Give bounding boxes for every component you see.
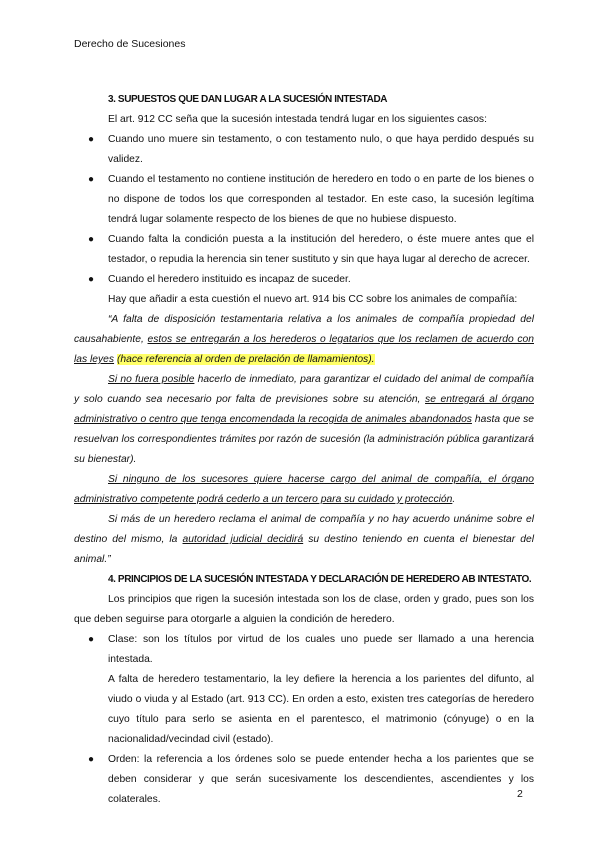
bullet-icon: ● [88, 174, 95, 185]
bullet-icon: ● [88, 634, 95, 645]
bullet-icon: ● [88, 134, 95, 145]
bullet-icon: ● [88, 234, 95, 245]
bullet-icon: ● [88, 274, 95, 285]
list-item: ● Cuando el heredero instituido es incapaz de suceder. [74, 270, 534, 290]
section-4-intro: Los principios que rigen la sucesión intestada son los de clase, orden y grado, pues son los que deben seguirse para otorgarle a alguien la condición de heredero. [74, 594, 534, 625]
bullet-icon: ● [88, 754, 95, 765]
quote-paragraph-4: Si más de un heredero reclama el animal de compañía y no hay acuerdo unánime sobre el destino del mismo, la autoridad judicial decidirá su destino teniendo en cuenta el bienestar del animal.” [74, 514, 534, 565]
list-item: ● Cuando falta la condición puesta a la institución del heredero, o éste muere antes que el testador, o repudia la herencia sin tener sustituto y sin que haya lugar al derecho de acrecer. [74, 230, 534, 270]
quote-paragraph-1: “A falta de disposición testamentaria relativa a los animales de compañía propiedad del causahabiente, estos se entregarán a los herederos o legatarios que los reclamen de acuerdo con las leyes (hace referencia al orden de prelación de llamamientos). [74, 314, 534, 365]
section-3-bullet-list [74, 130, 534, 290]
list-item: ● Cuando uno muere sin testamento, o con testamento nulo, o que haya perdido después su validez. [74, 130, 534, 170]
list-item-detail: A falta de heredero testamentario, la ley defiere la herencia a los parientes del difunto, al viudo o viuda y al Estado (art. 913 CC). En orden a esto, existen tres categorías de heredero cuyo título para serlo se asienta en el parentesco, el matrimonio (cónyuge) o en la nacionalidad/vecindad civil (estado). [108, 674, 534, 745]
underlined-text: autoridad judicial decidirá [182, 534, 304, 545]
section-4-heading: 4. PRINCIPIOS DE LA SUCESIÓN INTESTADA Y DECLARACIÓN DE HEREDERO AB INTESTATO. [108, 574, 532, 585]
running-header: Derecho de Sucesiones [74, 38, 186, 50]
quote-paragraph-3: Si ninguno de los sucesores quiere hacerse cargo del animal de compañía, el órgano administrativo competente podrá cederlo a un tercero para su cuidado y protección. [74, 474, 534, 505]
section-3-intro: El art. 912 CC seña que la sucesión intestada tendrá lugar en los siguientes casos: [108, 114, 487, 125]
art-914-note: Hay que añadir a esta cuestión el nuevo art. 914 bis CC sobre los animales de compañía: [108, 294, 518, 305]
page-number: 2 [517, 788, 523, 800]
underlined-text: se entregará al órgano administrativo o centro que tenga encomendada la recogida de animales abandonados [74, 394, 534, 425]
underlined-text: estos se entregarán a los herederos o legatarios que los reclamen de acuerdo con las leyes [74, 334, 534, 365]
list-item: ● Orden: la referencia a los órdenes solo se puede entender hecha a los parientes que se deben considerar y que serán sucesivamente los descendientes, ascendientes y los colaterales. [74, 750, 534, 810]
list-item: ● Clase: son los títulos por virtud de los cuales uno puede ser llamado a una herencia intestada. A falta de heredero testamentario, la ley defiere la herencia a los parientes del difunto, al viudo o viuda y al Estado (art. 913 CC). En orden a esto, existen tres categorías de heredero cuyo título para serlo se asienta en el parentesco, el matrimonio (cónyuge) o en la nacionalidad/vecindad civil (estado). [74, 630, 534, 750]
list-item: ● Cuando el testamento no contiene institución de heredero en todo o en parte de los bienes o no dispone de todos los que corresponden al testador. En este caso, la sucesión legítima tendrá lugar solamente respecto de los bienes de que no hubiese dispuesto. [74, 170, 534, 230]
section-4-bullet-list [74, 630, 534, 810]
underlined-text: Si no fuera posible [108, 374, 195, 385]
page-body [74, 90, 534, 810]
highlighted-text: (hace referencia al orden de prelación de llamamientos). [116, 354, 375, 365]
section-3-heading: 3. SUPUESTOS QUE DAN LUGAR A LA SUCESIÓN INTESTADA [108, 94, 388, 105]
quote-paragraph-2: Si no fuera posible hacerlo de inmediato, para garantizar el cuidado del animal de compañía y solo cuando sea necesario por falta de previsiones sobre su atención, se entregará al órgano administrativo o centro que tenga encomendada la recogida de animales abandonados hasta que se resuelvan los correspondientes trámites por razón de sucesión (la administración pública garantizará su bienestar). [74, 374, 535, 465]
underlined-text: Si ninguno de los sucesores quiere hacerse cargo del animal de compañía, el órgano administrativo competente podrá cederlo a un tercero para su cuidado y protección [74, 474, 534, 505]
